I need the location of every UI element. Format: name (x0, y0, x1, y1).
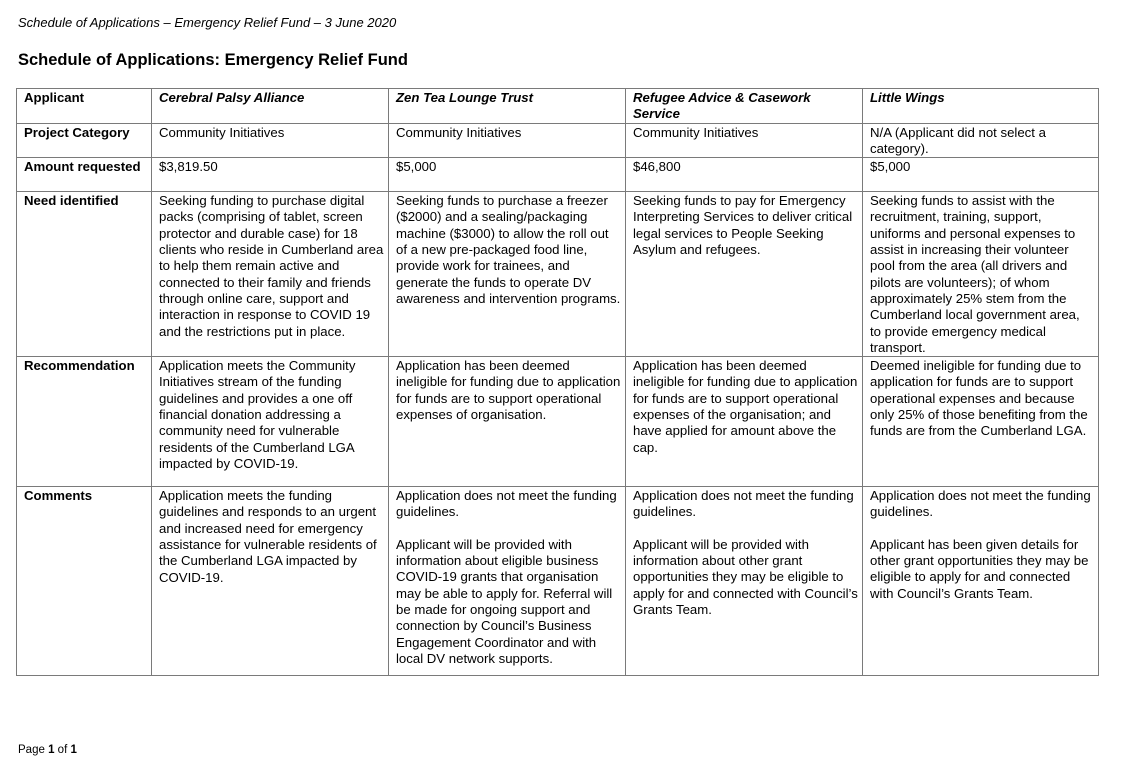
project-category-cell: Community Initiatives (626, 123, 863, 158)
project-category-cell: Community Initiatives (389, 123, 626, 158)
comment-paragraph: Application does not meet the funding guidelines. (870, 488, 1091, 520)
amount-requested-cell: $46,800 (626, 158, 863, 192)
project-category-cell: Community Initiatives (152, 123, 389, 158)
comment-paragraph: Application does not meet the funding guidelines. (633, 488, 854, 520)
recommendation-cell: Application meets the Community Initiatives stream of the funding guidelines and provides a one off financial donation addressing a community need for vulnerable residents of the Cumberland LGA impacted by COVID-19. (152, 357, 389, 487)
comment-paragraph: Applicant will be provided with information about other grant opportunities they may be eligible to apply for and connected with Council’s Grants Team. (633, 536, 858, 617)
need-identified-cell: Seeking funding to purchase digital packs (comprising of tablet, screen protector and durable case) for 18 clients who reside in Cumberland area to help them remain active and connected to their family and friends through online care, support and interaction in response to COVID 19 and the restrictions put in place. (152, 192, 389, 357)
document-header-note: Schedule of Applications – Emergency Relief Fund – 3 June 2020 (18, 15, 397, 30)
comments-cell (863, 487, 1099, 676)
amount-requested-cell: $3,819.50 (152, 158, 389, 192)
page-total-number: 1 (70, 744, 77, 756)
page-footer (18, 743, 77, 757)
comments-cell (389, 487, 626, 676)
page-current-number: 1 (48, 744, 55, 756)
need-identified-cell: Seeking funds to pay for Emergency Interpreting Services to deliver critical legal services to People Seeking Asylum and refugees. (626, 192, 863, 357)
row-label-applicant: Applicant (17, 89, 152, 124)
applicant-name-cell: Cerebral Palsy Alliance (152, 89, 389, 124)
applicant-name-cell: Refugee Advice & Casework Service (626, 89, 863, 124)
row-label-need-identified: Need identified (17, 192, 152, 357)
table-row-project-category (17, 123, 1099, 158)
applications-schedule-table (16, 88, 1099, 676)
table-row-recommendation (17, 357, 1099, 487)
row-label-recommendation: Recommendation (17, 357, 152, 487)
table-row-amount-requested (17, 158, 1099, 192)
row-label-project-category: Project Category (17, 123, 152, 158)
row-label-amount-requested: Amount requested (17, 158, 152, 192)
recommendation-cell: Deemed ineligible for funding due to application for funds are to support operational expenses and because only 25% of those benefiting from the funds are from the Cumberland LGA. (863, 357, 1099, 487)
need-identified-cell: Seeking funds to assist with the recruitment, training, support, uniforms and personal expenses to assist in increasing their volunteer pool from the area (all drivers and pilots are volunteers); of whom approximately 25% stem from the Cumberland local government area, to provide emergency medical transport. (863, 192, 1099, 357)
comments-cell (626, 487, 863, 676)
comments-cell (152, 487, 389, 676)
page-word: Page (18, 744, 45, 756)
amount-requested-cell: $5,000 (863, 158, 1099, 192)
table-row-applicant (17, 89, 1099, 124)
row-label-comments: Comments (17, 487, 152, 676)
project-category-cell: N/A (Applicant did not select a category). (863, 123, 1099, 158)
applicant-name-cell: Little Wings (863, 89, 1099, 124)
comment-paragraph: Application meets the funding guidelines and responds to an urgent and increased need for emergency assistance for vulnerable residents of the Cumberland LGA impacted by COVID-19. (159, 488, 377, 585)
of-word: of (57, 744, 68, 756)
comment-paragraph: Applicant has been given details for other grant opportunities they may be eligible to apply for and connected with Council’s Grants Team. (870, 536, 1089, 601)
table-row-comments (17, 487, 1099, 676)
recommendation-cell: Application has been deemed ineligible for funding due to application for funds are to support operational expenses of organisation. (389, 357, 626, 487)
comment-paragraph: Application does not meet the funding guidelines. (396, 488, 617, 520)
recommendation-cell: Application has been deemed ineligible for funding due to application for funds are to support operational expenses of the organisation; and have applied for amount above the cap. (626, 357, 863, 487)
need-identified-cell: Seeking funds to purchase a freezer ($2000) and a sealing/packaging machine ($3000) to allow the roll out of a new pre-packaged food line, provide work for trainees, and generate the funds to operate DV awareness and intervention programs. (389, 192, 626, 357)
table-row-need-identified (17, 192, 1099, 357)
comment-paragraph: Applicant will be provided with information about eligible business COVID-19 grants that organisation may be able to apply for. Referral will be made for ongoing support and connection by Council’s Business Engagement Coordinator and with local DV network supports. (396, 536, 613, 666)
document-title: Schedule of Applications: Emergency Relief Fund (18, 51, 408, 69)
amount-requested-cell: $5,000 (389, 158, 626, 192)
applicant-name-cell: Zen Tea Lounge Trust (389, 89, 626, 124)
